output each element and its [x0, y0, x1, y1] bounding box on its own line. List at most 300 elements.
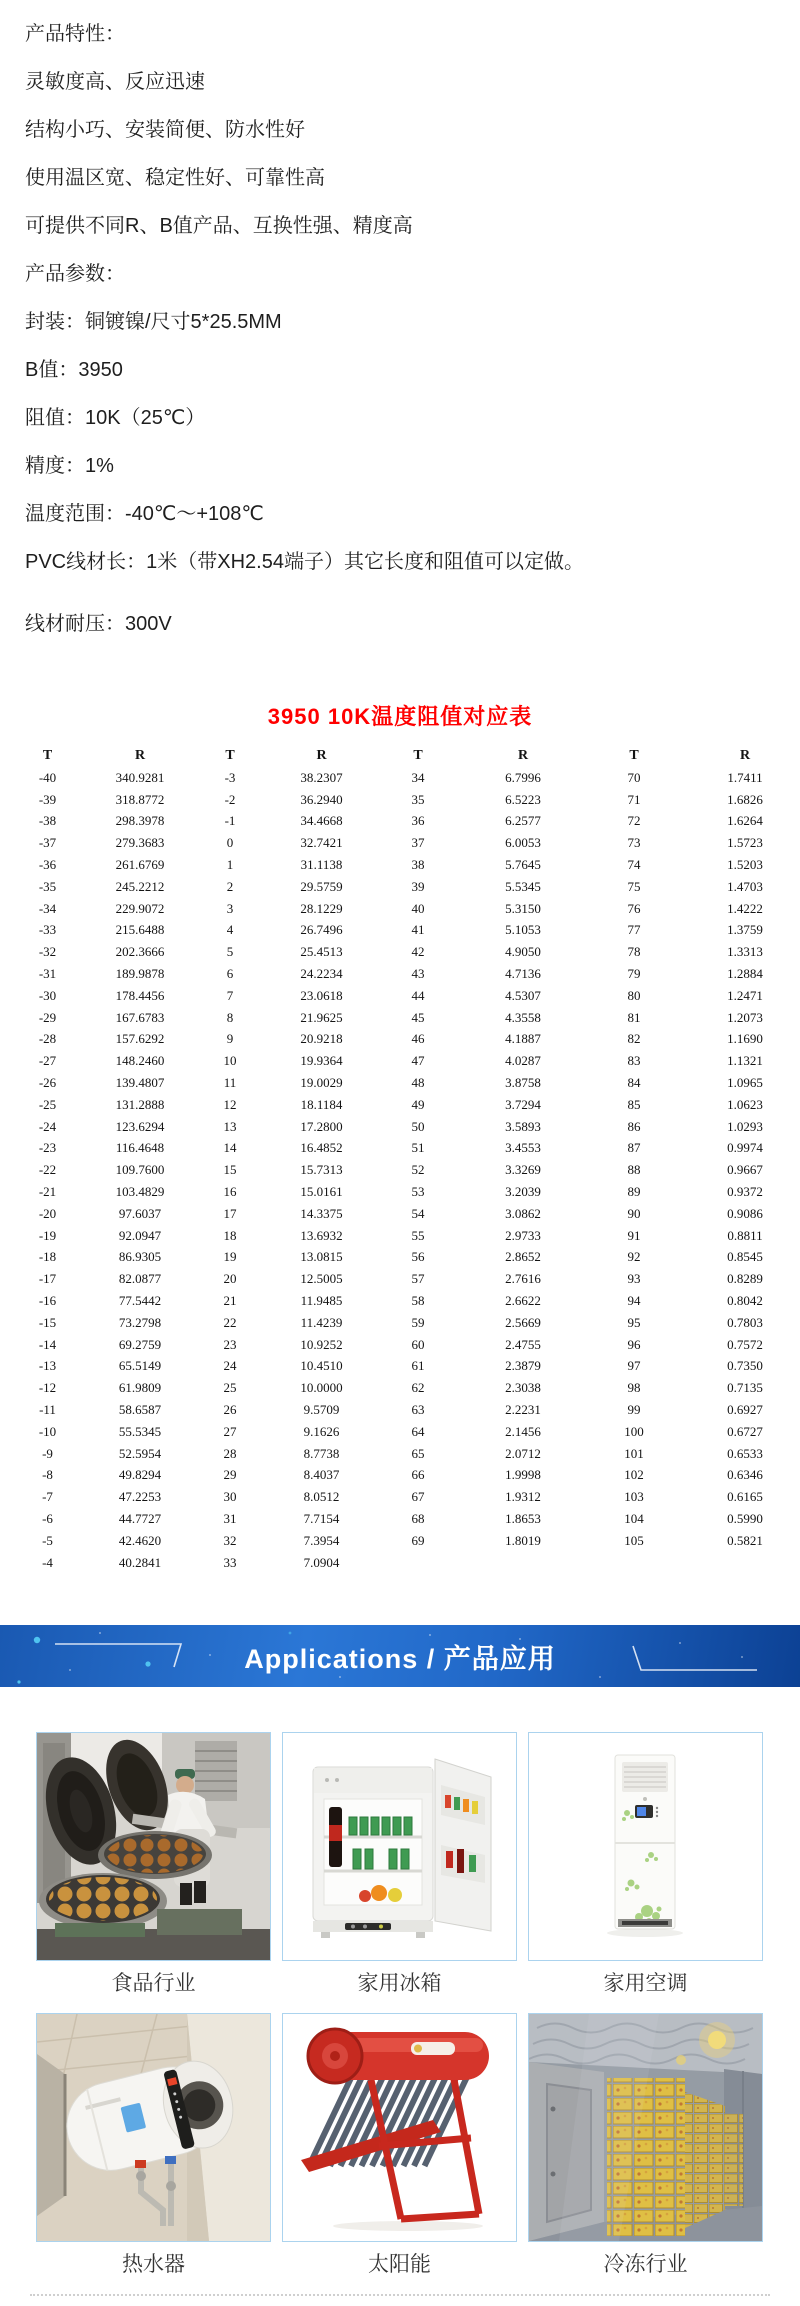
- rt-cell: 245.2212: [115, 878, 165, 894]
- rt-header: R: [134, 747, 146, 763]
- rt-cell: 48: [411, 1075, 425, 1091]
- rt-cell: 36: [411, 813, 425, 829]
- rt-cell: 0.7350: [727, 1358, 763, 1374]
- commercial-kitchen-photo: [36, 1732, 271, 1961]
- rt-table-row: [0, 898, 800, 920]
- rt-cell: 1.1321: [727, 1053, 763, 1069]
- rt-cell: 2.0712: [505, 1445, 541, 1461]
- rt-cell: 0.6533: [727, 1445, 763, 1461]
- rt-cell: 202.3666: [115, 944, 165, 960]
- rt-table-row: [0, 1443, 800, 1465]
- rt-cell: 7.3954: [303, 1532, 340, 1548]
- rt-cell: 47: [411, 1053, 425, 1069]
- product-info-section: [25, 10, 785, 648]
- rt-cell: 65: [411, 1445, 425, 1461]
- application-card-cold-storage: [528, 2013, 763, 2280]
- rt-cell: 49: [411, 1096, 425, 1112]
- rt-cell: -15: [38, 1314, 57, 1330]
- rt-cell: 40.2841: [118, 1554, 162, 1570]
- rt-cell: -11: [39, 1402, 56, 1417]
- rt-cell: 5.7645: [505, 857, 541, 873]
- rt-table-row: [0, 1159, 800, 1181]
- rt-cell: -17: [38, 1271, 57, 1287]
- rt-cell: -14: [38, 1336, 57, 1352]
- rt-cell: 63: [411, 1402, 425, 1417]
- rt-cell: 56: [411, 1249, 425, 1265]
- rt-cell: 65.5149: [118, 1358, 162, 1374]
- application-caption: 冷冻行业: [603, 2253, 688, 2276]
- rt-cell: 4.1887: [505, 1031, 541, 1047]
- rt-cell: -21: [38, 1184, 57, 1200]
- rt-cell: 22: [223, 1314, 237, 1330]
- rt-cell: 19.9364: [300, 1053, 343, 1069]
- rt-cell: 0.9667: [727, 1162, 763, 1178]
- rt-cell: -20: [38, 1205, 57, 1221]
- rt-cell: 279.3683: [115, 835, 165, 851]
- rt-cell: -30: [38, 987, 57, 1003]
- rt-cell: 26.7496: [300, 922, 343, 938]
- rt-cell: 24.2234: [300, 966, 343, 982]
- rt-cell: 20: [223, 1271, 237, 1287]
- rt-cell: 69: [411, 1532, 425, 1548]
- rt-cell: -7: [42, 1489, 53, 1505]
- rt-cell: 4.0287: [505, 1053, 541, 1069]
- rt-header: R: [739, 747, 751, 763]
- rt-cell: 59: [411, 1314, 425, 1330]
- rt-cell: 17: [223, 1205, 237, 1221]
- rt-cell: 60: [411, 1336, 425, 1352]
- rt-cell: 67: [411, 1489, 425, 1505]
- rt-cell: 157.6292: [115, 1031, 165, 1047]
- rt-cell: 18: [223, 1227, 237, 1243]
- rt-cell: 58: [411, 1293, 425, 1309]
- rt-cell: 79: [627, 966, 641, 982]
- rt-cell: 3.0862: [505, 1205, 541, 1221]
- rt-cell: 0.7572: [727, 1336, 763, 1352]
- rt-cell: 55: [411, 1227, 425, 1243]
- parameter-item: 精度：1%: [25, 455, 114, 477]
- solar-water-heater-photo: [282, 2013, 517, 2242]
- rt-cell: 29.5759: [300, 878, 343, 894]
- rt-cell: 29: [223, 1467, 237, 1483]
- rt-cell: 21.9625: [300, 1009, 343, 1025]
- rt-table-row: [0, 1072, 800, 1094]
- rt-cell: 64: [411, 1423, 425, 1439]
- rt-cell: 32.7421: [300, 835, 343, 851]
- water-heater-photo: [36, 2013, 271, 2242]
- rt-cell: 2.9733: [505, 1227, 541, 1243]
- rt-cell: 21: [223, 1293, 237, 1309]
- rt-cell: 90: [627, 1205, 641, 1221]
- rt-cell: 7.7154: [303, 1510, 340, 1526]
- rt-cell: -23: [38, 1140, 57, 1156]
- rt-cell: 97: [627, 1358, 641, 1374]
- rt-cell: 0.6346: [727, 1467, 763, 1483]
- rt-cell: 81: [627, 1009, 641, 1025]
- rt-cell: 46: [411, 1031, 425, 1047]
- rt-cell: 178.4456: [115, 987, 165, 1003]
- rt-cell: 10.9252: [300, 1336, 343, 1352]
- rt-cell: 3.7294: [505, 1096, 541, 1112]
- rt-cell: 16.4852: [300, 1140, 343, 1156]
- rt-table-row: [0, 1377, 800, 1399]
- rt-cell: 215.6488: [115, 922, 165, 938]
- rt-cell: 7: [226, 987, 234, 1003]
- rt-cell: 1.4222: [727, 900, 763, 916]
- rt-cell: 12.5005: [300, 1271, 343, 1287]
- rt-cell: 1.2471: [727, 987, 763, 1003]
- rt-cell: 97.6037: [118, 1205, 162, 1221]
- rt-cell: 19.0029: [300, 1075, 343, 1091]
- rt-cell: 47.2253: [118, 1489, 162, 1505]
- rt-cell: 1.6264: [727, 813, 763, 829]
- rt-table-row: [0, 1116, 800, 1138]
- rt-cell: -26: [38, 1075, 57, 1091]
- rt-cell: 77.5442: [118, 1293, 162, 1309]
- mini-fridge-photo: [282, 1732, 517, 1961]
- rt-header: T: [225, 747, 235, 763]
- rt-table-row: [0, 963, 800, 985]
- rt-header: T: [629, 747, 639, 763]
- rt-cell: 298.3978: [115, 813, 165, 829]
- rt-cell: -2: [224, 791, 236, 807]
- rt-cell: 1.3759: [727, 922, 763, 938]
- rt-cell: 38: [411, 857, 425, 873]
- rt-cell: 71: [627, 791, 641, 807]
- rt-cell: -10: [38, 1423, 57, 1439]
- rt-cell: 1.5203: [727, 857, 763, 873]
- parameter-item: 温度范围：-40℃～+108℃: [25, 503, 264, 525]
- rt-cell: 36.2940: [300, 791, 343, 807]
- rt-cell: 62: [411, 1380, 425, 1396]
- rt-cell: 2.6622: [505, 1293, 541, 1309]
- rt-cell: 33: [223, 1554, 237, 1570]
- rt-cell: 1.5723: [727, 835, 763, 851]
- rt-cell: 82.0877: [118, 1271, 162, 1287]
- rt-table-row: [0, 789, 800, 811]
- rt-cell: 85: [627, 1096, 641, 1112]
- rt-cell: 61.9809: [118, 1380, 162, 1396]
- rt-cell: 6.5223: [505, 791, 541, 807]
- rt-cell: 11.4239: [300, 1314, 343, 1330]
- rt-table-row: [0, 1247, 800, 1269]
- rt-cell: 10: [223, 1053, 237, 1069]
- rt-cell: 1.3313: [727, 944, 763, 960]
- application-caption: 热水器: [122, 2253, 185, 2276]
- rt-cell: 10.4510: [300, 1358, 343, 1374]
- rt-cell: 9.5709: [303, 1402, 340, 1417]
- rt-cell: 2.1456: [505, 1423, 541, 1439]
- rt-cell: -28: [38, 1031, 57, 1047]
- rt-table-row: [0, 1486, 800, 1508]
- rt-table-row: [0, 1181, 800, 1203]
- application-caption: 家用冰箱: [357, 1972, 442, 1995]
- rt-cell: [578, 1552, 690, 1574]
- rt-cell: 13.0815: [300, 1249, 343, 1265]
- rt-cell: 0.6927: [727, 1402, 763, 1417]
- rt-cell: 2.4755: [505, 1336, 541, 1352]
- application-caption: 食品行业: [111, 1972, 196, 1995]
- rt-cell: 6.7996: [505, 769, 541, 785]
- rt-cell: 87: [627, 1140, 641, 1156]
- rt-cell: 1.1690: [727, 1031, 763, 1047]
- rt-cell: 8.4037: [303, 1467, 340, 1483]
- rt-table-row: [0, 876, 800, 898]
- rt-cell: 103.4829: [115, 1184, 165, 1200]
- left-bracket-line: [55, 1644, 181, 1667]
- parameter-item: B值：3950: [25, 359, 123, 381]
- rt-table-row: [0, 1356, 800, 1378]
- rt-cell: 44.7727: [118, 1510, 162, 1526]
- feature-item: 灵敏度高、反应迅速: [25, 71, 205, 93]
- rt-cell: 1: [226, 857, 234, 873]
- rt-cell: 27: [223, 1423, 237, 1439]
- rt-cell: 3: [226, 900, 234, 916]
- rt-cell: 91: [627, 1227, 641, 1243]
- rt-table-row: [0, 985, 800, 1007]
- rt-cell: 41: [411, 922, 425, 938]
- rt-cell: 104: [624, 1510, 644, 1526]
- rt-cell: 4.7136: [505, 966, 541, 982]
- rt-table-row: [0, 941, 800, 963]
- rt-cell: 229.9072: [115, 900, 165, 916]
- rt-cell: -19: [38, 1227, 57, 1243]
- rt-cell: 75: [627, 878, 641, 894]
- rt-cell: -18: [38, 1249, 57, 1265]
- rt-cell: 1.8653: [505, 1510, 541, 1526]
- rt-cell: 100: [624, 1423, 644, 1439]
- rt-cell: 9.1626: [303, 1423, 340, 1439]
- rt-cell: 94: [627, 1293, 641, 1309]
- rt-cell: 43: [411, 966, 425, 982]
- rt-cell: 53: [411, 1184, 425, 1200]
- rt-table-row: [0, 854, 800, 876]
- rt-header: R: [517, 747, 529, 763]
- rt-cell: 49.8294: [118, 1467, 162, 1483]
- rt-cell: 34.4668: [300, 813, 343, 829]
- rt-cell: 25.4513: [300, 944, 343, 960]
- application-card-home-ac: [528, 1732, 763, 1999]
- rt-cell: 73.2798: [118, 1314, 162, 1330]
- rt-cell: -3: [224, 769, 236, 785]
- rt-cell: -25: [38, 1096, 57, 1112]
- rt-cell: 0.9372: [727, 1184, 763, 1200]
- rt-cell: 88: [627, 1162, 641, 1178]
- rt-cell: 105: [624, 1532, 644, 1548]
- rt-cell: 58.6587: [118, 1402, 162, 1417]
- rt-cell: 131.2888: [115, 1096, 165, 1112]
- rt-cell: 3.2039: [505, 1184, 541, 1200]
- rt-cell: 148.2460: [115, 1053, 165, 1069]
- rt-cell: 98: [627, 1380, 641, 1396]
- bottom-divider: [30, 2294, 770, 2296]
- application-caption: 家用空调: [603, 1972, 688, 1995]
- rt-cell: 2.3038: [505, 1380, 541, 1396]
- rt-cell: 78: [627, 944, 641, 960]
- rt-cell: 0.5990: [727, 1510, 763, 1526]
- rt-cell: 32: [223, 1532, 237, 1548]
- rt-cell: 167.6783: [115, 1009, 165, 1025]
- rt-cell: 23: [223, 1336, 237, 1352]
- rt-cell: 55.5345: [118, 1423, 162, 1439]
- rt-table-row: [0, 1290, 800, 1312]
- rt-table-row: [0, 1530, 800, 1552]
- rt-cell: -36: [38, 857, 57, 873]
- rt-cell: 14.3375: [300, 1205, 343, 1221]
- rt-cell: 116.4648: [115, 1140, 165, 1156]
- application-caption: 太阳能: [368, 2253, 431, 2276]
- application-card-food-industry: [36, 1732, 271, 1999]
- rt-table-row: [0, 920, 800, 942]
- rt-cell: -33: [38, 922, 57, 938]
- rt-header: R: [316, 747, 327, 763]
- rt-cell: 96: [627, 1336, 641, 1352]
- parameter-item: 封装：铜镀镍/尺寸5*25.5MM: [25, 311, 282, 333]
- rt-cell: 15.0161: [300, 1184, 343, 1200]
- rt-cell: 9: [226, 1031, 234, 1047]
- rt-cell: 102: [624, 1467, 644, 1483]
- rt-cell: -6: [42, 1510, 53, 1526]
- rt-cell: -38: [38, 813, 57, 829]
- rt-table-row: [0, 1334, 800, 1356]
- rt-cell: 0.6165: [727, 1489, 763, 1505]
- application-card-water-heater: [36, 2013, 271, 2280]
- rt-cell: 15: [223, 1162, 237, 1178]
- rt-table-row: [0, 1312, 800, 1334]
- rt-cell: 189.9878: [115, 966, 165, 982]
- rt-cell: 34: [411, 769, 425, 785]
- rt-cell: -32: [38, 944, 57, 960]
- application-card-solar: [282, 2013, 517, 2280]
- rt-cell: 30: [223, 1489, 237, 1505]
- cold-storage-photo: [528, 2013, 763, 2242]
- rt-cell: 101: [624, 1445, 644, 1461]
- rt-cell: 54: [411, 1205, 425, 1221]
- rt-cell: 1.9998: [505, 1467, 541, 1483]
- rt-cell: -35: [38, 878, 57, 894]
- rt-cell: 1.6826: [727, 791, 763, 807]
- rt-table-row: [0, 1138, 800, 1160]
- rt-cell: 11: [223, 1075, 237, 1091]
- parameter-item: PVC线材长：1米（带XH2.54端子）其它长度和阻值可以定做。: [25, 551, 584, 573]
- rt-table-row: [0, 767, 800, 789]
- rt-cell: 139.4807: [115, 1075, 165, 1091]
- feature-item: 使用温区宽、稳定性好、可靠性高: [25, 167, 325, 189]
- rt-table-title: 3950 10K温度阻值对应表: [267, 704, 533, 729]
- rt-cell: [690, 1552, 800, 1574]
- rt-cell: 109.7600: [115, 1162, 165, 1178]
- rt-header: T: [42, 747, 53, 763]
- rt-cell: 2.2231: [505, 1402, 541, 1417]
- rt-cell: 57: [411, 1271, 425, 1287]
- feature-item: 结构小巧、安装简便、防水性好: [25, 119, 305, 141]
- rt-cell: 69.2759: [118, 1336, 162, 1352]
- rt-cell: 16: [223, 1184, 237, 1200]
- rt-cell: 1.8019: [505, 1532, 541, 1548]
- rt-cell: 23.0618: [300, 987, 343, 1003]
- rt-cell: 8.0512: [303, 1489, 340, 1505]
- rt-cell: 2.3879: [505, 1358, 541, 1374]
- rt-cell: 103: [624, 1489, 644, 1505]
- rt-cell: -34: [38, 900, 57, 916]
- standing-air-conditioner-photo: [528, 1732, 763, 1961]
- rt-cell: 2: [226, 878, 234, 894]
- right-bracket-line: [633, 1646, 757, 1670]
- rt-cell: 37: [411, 835, 425, 851]
- rt-cell: 5.3150: [505, 900, 541, 916]
- rt-cell: 17.2800: [300, 1118, 343, 1134]
- rt-cell: -31: [38, 966, 57, 982]
- rt-cell: 26: [223, 1402, 237, 1417]
- rt-table-row: [0, 1029, 800, 1051]
- rt-cell: 4: [226, 922, 234, 938]
- rt-cell: 123.6294: [115, 1118, 165, 1134]
- rt-cell: 6.0053: [505, 835, 541, 851]
- rt-cell: 1.2073: [727, 1009, 763, 1025]
- rt-table-row: [0, 1465, 800, 1487]
- rt-cell: 0.9974: [727, 1140, 763, 1156]
- rt-cell: 5: [226, 944, 234, 960]
- rt-cell: 1.0293: [727, 1118, 763, 1134]
- rt-cell: 6.2577: [505, 813, 541, 829]
- rt-cell: 5.1053: [505, 922, 541, 938]
- rt-cell: 86: [627, 1118, 641, 1134]
- rt-cell: 11.9485: [300, 1293, 343, 1309]
- rt-cell: 4.3558: [505, 1009, 541, 1025]
- rt-cell: 66: [411, 1467, 425, 1483]
- rt-cell: 0.5821: [727, 1532, 763, 1548]
- rt-cell: 24: [223, 1358, 237, 1374]
- application-card-home-fridge: [282, 1732, 517, 1999]
- rt-cell: 20.9218: [300, 1031, 343, 1047]
- rt-cell: 38.2307: [300, 769, 343, 785]
- rt-cell: 84: [627, 1075, 641, 1091]
- rt-cell: [368, 1552, 468, 1574]
- rt-cell: 13.6932: [300, 1227, 343, 1243]
- rt-header: T: [413, 747, 423, 763]
- rt-cell: 318.8772: [115, 791, 165, 807]
- rt-cell: 42.4620: [118, 1532, 162, 1548]
- rt-cell: 2.7616: [505, 1271, 541, 1287]
- rt-cell: 6: [226, 966, 234, 982]
- rt-cell: 19: [223, 1249, 237, 1265]
- rt-cell: 2.5669: [505, 1314, 541, 1330]
- rt-table-row: [0, 1421, 800, 1443]
- rt-table-row: [0, 1203, 800, 1225]
- rt-cell: 35: [411, 791, 425, 807]
- rt-cell: -4: [42, 1554, 53, 1570]
- rt-cell: 1.2884: [727, 966, 763, 982]
- rt-cell: 39: [411, 878, 425, 894]
- rt-cell: 77: [627, 922, 641, 938]
- rt-table: [0, 744, 800, 1573]
- parameter-item: 阻值：10K（25℃）: [25, 407, 206, 429]
- rt-cell: 1.9312: [505, 1489, 541, 1505]
- rt-cell: 0.7803: [727, 1314, 763, 1330]
- parameters-title: 产品参数：: [25, 263, 125, 285]
- rt-cell: -1: [224, 813, 236, 829]
- rt-cell: 92.0947: [118, 1227, 162, 1243]
- rt-cell: 50: [411, 1118, 425, 1134]
- rt-cell: 92: [627, 1249, 641, 1265]
- rt-cell: 52.5954: [118, 1445, 162, 1461]
- rt-cell: 3.5893: [505, 1118, 541, 1134]
- rt-cell: -16: [38, 1293, 57, 1309]
- rt-cell: 8.7738: [303, 1445, 340, 1461]
- rt-cell: 1.0623: [727, 1096, 763, 1112]
- rt-cell: 28.1229: [300, 900, 343, 916]
- rt-cell: 0.8289: [727, 1271, 763, 1287]
